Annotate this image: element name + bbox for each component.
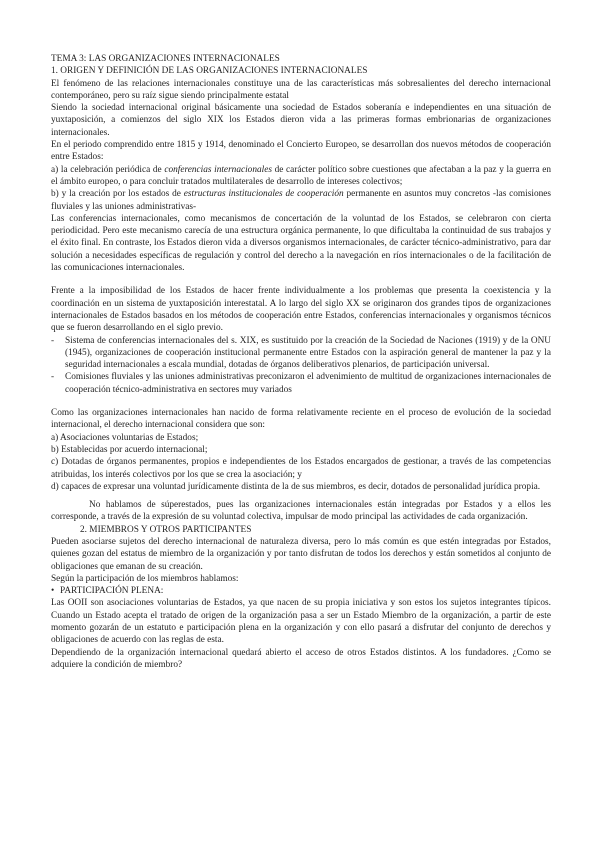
list-item [51,335,551,372]
text-run: de carácter político sobre cuestiones que afectaban a la paz y la guerra en el ámbito europeo, o para concluir tratados multilaterales de desarrollo de intereses colectivos; [51,164,551,187]
paragraph-6: Frente a la imposibilidad de los Estados de hacer frente individualmente a los problemas que presenta la coexistencia y la coordinación en un sistema de yuxtaposición interestatal. A lo largo del siglo XX se originaron dos grandes tipos de organizaciones internacionales de Estados basados en los métodos de cooperación entre Estados, conferencias internacionales y organismos técnicos que se fueron desarrollando en el siglo previo. [51,286,551,334]
section-1-heading: 1. ORIGEN Y DEFINICIÓN DE LAS ORGANIZACIONES INTERNACIONALES [51,66,368,77]
paragraph-11: Las OOII son asociaciones voluntarias de Estados, ya que nacen de su propia iniciativa y son estos los sujetos integrantes típicos. Cuando un Estado acepta el tratado de origen de la organización pasa a ser un Estado Miembro de la organización, a partir de este momento gozarán de un estatuto e participación plena en la organización y con ello pasará a disfrutar del conjunto de derechos y obligaciones de acuerdo con las reglas de esta. [51,598,551,646]
document-title: TEMA 3: LAS ORGANIZACIONES INTERNACIONALES [51,54,280,64]
list-item-text: Sistema de conferencias internacionales del s. XIX, es sustituido por la creación de la Sociedad de Naciones (1919) y de la ONU (1945), organizaciones de cooperación institucional permanente entre Estados con la aspiración general de mantener la paz y la seguridad internacionales a escala mundial, dotadas de órganos deliberativos plenarios, de participación universal. [65,335,551,371]
list-item [51,371,551,396]
list-item-c: c) Dotadas de órganos permanentes, propios e independientes de los Estados encargados de gestionar, a través de las competencias atribuidas, los interés colectivos por los que se crea la asociación; y [51,457,551,480]
paragraph-4a [51,164,551,189]
bullet-item-text: PARTICIPACIÓN PLENA: [60,586,164,597]
paragraph-2: Siendo la sociedad internacional original básicamente una sociedad de Estados soberanía e independientes en una situación de yuxtaposición, a comienzos del siglo XIX los Estados dieron vida a las primeras formas embrionarias de organizaciones internacionales. [51,103,551,138]
paragraph-9: Pueden asociarse sujetos del derecho internacional de naturaleza diversa, pero lo más común es que estén integradas por Estados, quienes gozan del estatus de miembro de la organización y por tanto disfrutan de todos los derechos y están sometidos al conjunto de obligaciones que emanan de su creación. [51,536,551,572]
text-run: b) y la creación por los estados de [51,189,184,200]
bullet-item [51,585,551,597]
emphasis-text: conferencias internacionales [164,164,272,175]
text-run: permanente en asuntos muy concretos -las comisiones fluviales y las uniones administrativas- [51,189,551,212]
list-item-d: d) capaces de expresar una voluntad jurídicamente distinta de la de sus miembros, es decir, dotados de personalidad jurídica propia. [51,481,541,492]
paragraph-3: En el periodo comprendido entre 1815 y 1914, denominado el Concierto Europeo, se desarrollan dos nuevos métodos de cooperación entre Estados: [51,140,551,163]
list-item-b: b) Establecidas por acuerdo internacional; [51,444,208,455]
dash-bullet: - [51,335,55,346]
paragraph-10: Según la participación de los miembros hablamos: [51,573,239,584]
list-item-a: a) Asociaciones voluntarias de Estados; [51,432,199,443]
paragraph-12: Dependiendo de la organización internacional quedará abierto el acceso de otros Estados distintos. A los fundadores. ¿Como se adquiere la condición de miembro? [51,647,551,670]
paragraph-1: El fenómeno de las relaciones internacionales constituye una de las características más sobresalientes del derecho internacional contemporáneo, pero su raíz sigue siendo principalmente estatal [51,78,551,101]
spacer [51,274,551,285]
list-item-text: Comisiones fluviales y las uniones administrativas preconizaron el advenimiento de multitud de organizaciones internacionales de cooperación técnico-administrativa en sectores muy variados [65,372,551,395]
bullet-icon: • [51,586,55,597]
paragraph-8: No hablamos de súperestados, pues las organizaciones internacionales están integradas por Estados y a ellos les corresponde, a través de la expresión de su voluntad colectiva, impulsar de modo principal las actividades de cada organización. [51,500,551,523]
section-2-heading: 2. MIEMBROS Y OTROS PARTICIPANTES [80,524,252,535]
dash-bullet: - [51,372,55,383]
emphasis-text: estructuras institucionales de cooperación [183,189,344,200]
spacer [51,396,551,407]
text-run: a) la celebración periódica de [51,164,165,175]
paragraph-5: Las conferencias internacionales, como mecanismos de concertación de la voluntad de los Estados, se celebraron con cierta periodicidad. Pero este mecanismo carecía de una estructura orgánica permanente, lo que dificultaba la continuidad de sus trabajos y el éxito final. En contraste, los Estados dieron vida a diversos organismos internacionales, de carácter técnico-administrativo, para dar solución a necesidades específicas de regulación y control del derecho a la navegación en ríos internacionales o de la facilitación de las comunicaciones internacionales. [51,213,551,274]
paragraph-7: Como las organizaciones internacionales han nacido de forma relativamente reciente en el proceso de evolución de la sociedad internacional, el derecho internacional considera que son: [51,408,551,431]
paragraph-4b [51,188,551,213]
document-page [51,53,551,671]
